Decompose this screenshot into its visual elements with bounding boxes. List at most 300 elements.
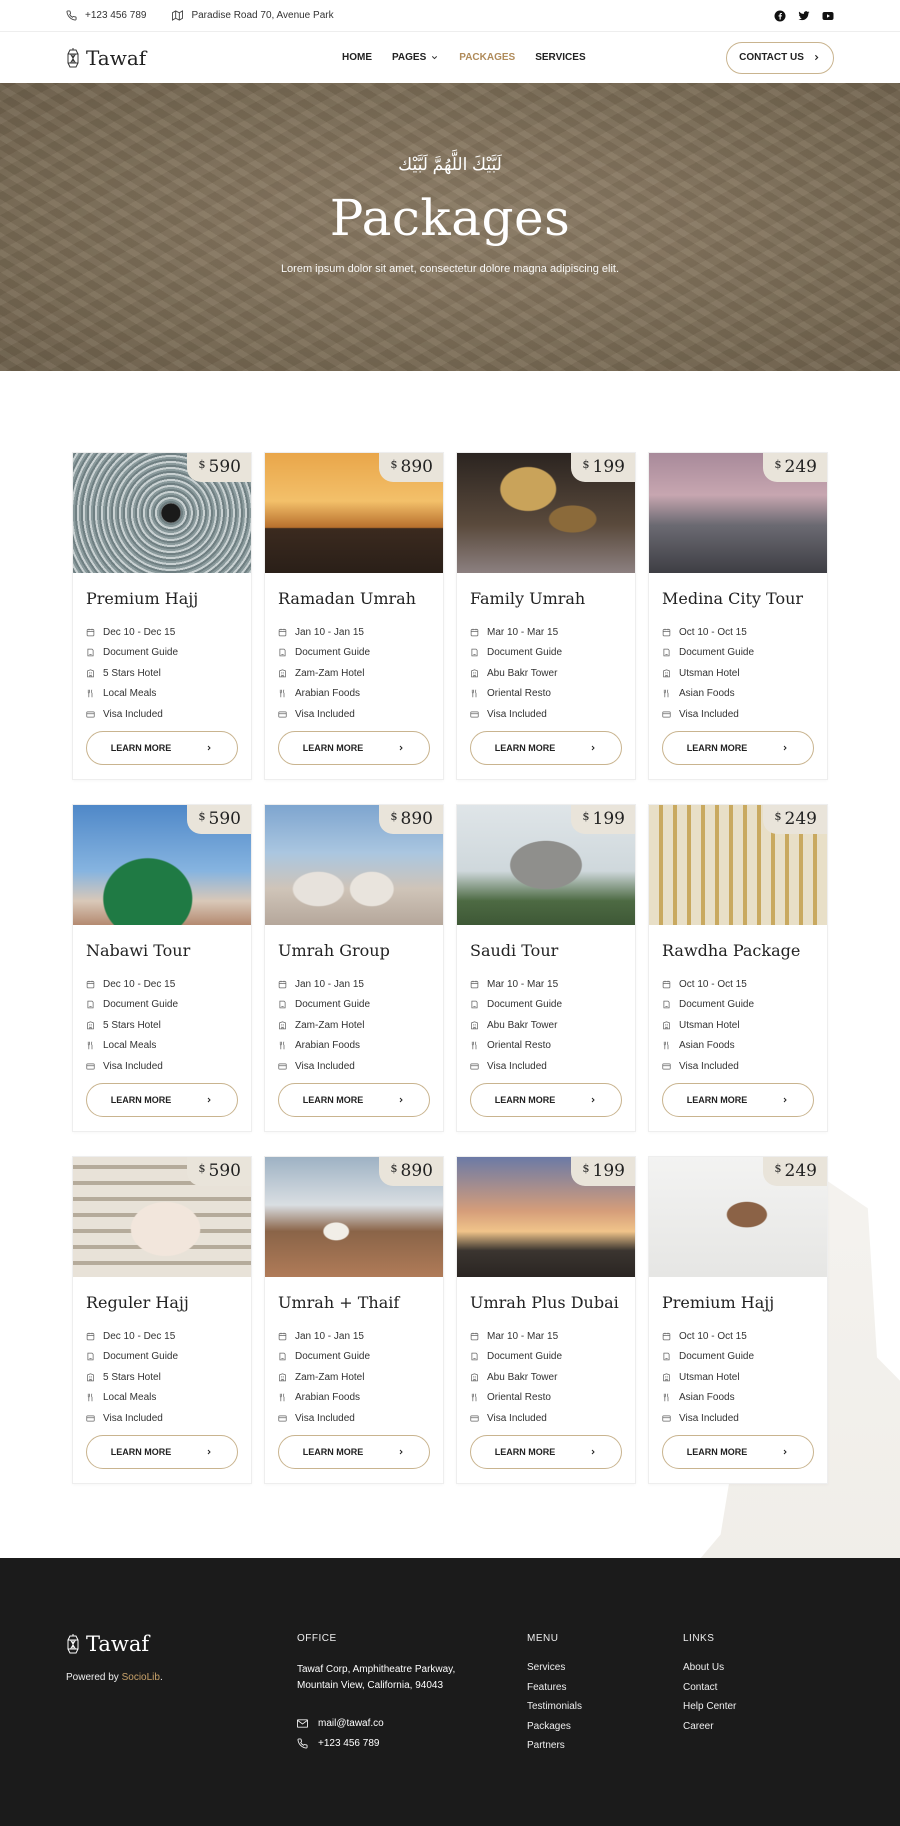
calendar-icon [278,628,287,637]
chevron-right-icon [205,744,213,752]
package-feature-document-guide [278,643,443,664]
learn-more-label: LEARN MORE [686,1447,748,1457]
chevron-right-icon [397,744,405,752]
feature-text: Visa Included [679,1412,739,1424]
learn-more-label: LEARN MORE [302,1447,364,1457]
feature-text: Arabian Foods [295,1040,361,1052]
credit-card-icon [470,1414,479,1423]
site-logo[interactable] [66,46,146,70]
package-features [278,1326,443,1429]
utensils-icon [278,1393,287,1402]
price-currency: $ [390,1162,398,1175]
footer-menu-packages[interactable]: Packages [527,1720,571,1732]
price-badge [379,805,443,834]
feature-text: 5 Stars Hotel [103,667,161,679]
package-feature-hotel [470,1367,635,1388]
chevron-right-icon [781,744,789,752]
hotel-icon [278,669,287,678]
package-feature-meals [278,1036,443,1057]
learn-more-label: LEARN MORE [110,1447,172,1457]
package-card [456,1156,636,1484]
utensils-icon [470,1041,479,1050]
learn-more-button[interactable] [470,1435,622,1469]
price-amount: 890 [400,809,433,829]
feature-text: Visa Included [487,708,547,720]
package-feature-meals [278,684,443,705]
feature-text: Document Guide [295,999,371,1011]
price-currency: $ [774,1162,782,1175]
package-title[interactable]: Medina City Tour [662,589,804,608]
feature-text: Document Guide [295,1351,371,1363]
feature-text: Document Guide [487,999,563,1011]
packages-grid [0,452,900,1484]
feature-text: Local Meals [103,688,157,700]
feature-text: Visa Included [103,1412,163,1424]
package-feature-visa [278,1056,443,1077]
package-title[interactable]: Nabawi Tour [86,941,191,960]
price-amount: 199 [592,1161,625,1181]
feature-text: Document Guide [679,1351,755,1363]
learn-more-label: LEARN MORE [110,743,172,753]
utensils-icon [470,689,479,698]
package-feature-document-guide [278,995,443,1016]
learn-more-button[interactable] [662,1435,814,1469]
package-feature-document-guide [470,643,635,664]
chevron-right-icon [589,1448,597,1456]
footer-email-text: mail@tawaf.co [318,1718,384,1729]
package-feature-visa [662,1408,827,1429]
learn-more-button[interactable] [278,1435,430,1469]
credit-card-icon [86,710,95,719]
hotel-icon [662,669,671,678]
feature-text: Utsman Hotel [679,667,740,679]
page-title: Packages [329,189,571,247]
feature-text: Local Meals [103,1392,157,1404]
feature-text: Document Guide [103,999,179,1011]
price-currency: $ [582,1162,590,1175]
package-feature-date [86,1326,251,1347]
learn-more-label: LEARN MORE [302,1095,364,1105]
document-icon [470,1352,479,1361]
chevron-right-icon [589,1096,597,1104]
feature-text: Visa Included [679,1060,739,1072]
package-feature-hotel [662,1015,827,1036]
package-title[interactable]: Umrah Plus Dubai [470,1293,619,1312]
calendar-icon [86,628,95,637]
nav-pages-label: PAGES [392,52,427,63]
footer-logo[interactable] [66,1632,149,1656]
utensils-icon [278,1041,287,1050]
package-card [648,452,828,780]
feature-text: Abu Bakr Tower [487,1371,558,1383]
utensils-icon [86,1041,95,1050]
hero-subtitle: Lorem ipsum dolor sit amet, consectetur dolore magna adipiscing elit. [280,263,620,275]
footer-menu-testimonials[interactable]: Testimonials [527,1701,583,1712]
hotel-icon [470,1021,479,1030]
feature-text: Visa Included [295,1060,355,1072]
package-card [456,452,636,780]
footer-logo-text: Tawaf [86,1632,150,1656]
package-feature-document-guide [86,995,251,1016]
package-feature-hotel [662,663,827,684]
calendar-icon [662,628,671,637]
price-currency: $ [582,458,590,471]
mail-icon [297,1719,308,1728]
calendar-icon [662,1332,671,1341]
footer-link-career[interactable]: Career [683,1720,714,1732]
package-feature-document-guide [86,643,251,664]
package-feature-hotel [278,1367,443,1388]
package-feature-visa [662,704,827,725]
package-features [662,1326,827,1429]
document-icon [662,1352,671,1361]
footer-links-column [683,1633,736,1740]
nav-packages[interactable]: PACKAGES [459,52,516,63]
package-image[interactable] [265,1157,443,1277]
feature-text: Dec 10 - Dec 15 [103,978,176,990]
learn-more-button[interactable] [470,1083,622,1117]
price-currency: $ [774,458,782,471]
price-currency: $ [390,810,398,823]
address-info [172,10,333,21]
price-badge [571,805,635,834]
footer-phone-text: +123 456 789 [318,1738,380,1749]
learn-more-button[interactable] [278,731,430,765]
price-badge [187,453,251,482]
package-feature-date [86,622,251,643]
credit-card-icon [278,710,287,719]
package-feature-visa [470,1408,635,1429]
hotel-icon [86,669,95,678]
package-feature-hotel [278,663,443,684]
price-currency: $ [198,458,206,471]
price-badge [571,1157,635,1186]
package-feature-hotel [86,1015,251,1036]
credit-card-icon [662,1062,671,1071]
document-icon [470,1000,479,1009]
address-text: Paradise Road 70, Avenue Park [191,10,334,21]
footer-link-contact[interactable]: Contact [683,1681,718,1693]
chevron-right-icon [397,1448,405,1456]
feature-text: Oriental Resto [487,1392,551,1404]
package-feature-document-guide [278,1347,443,1368]
price-amount: 249 [784,457,817,477]
office-address [297,1662,455,1694]
footer-menu-features[interactable]: Features [527,1681,567,1693]
chevron-down-icon [430,53,439,62]
credit-card-icon [86,1062,95,1071]
feature-text: Arabian Foods [295,1392,361,1404]
feature-text: Zam-Zam Hotel [295,1371,365,1383]
package-features [86,1326,251,1429]
package-title[interactable]: Family Umrah [470,589,586,608]
credit-card-icon [86,1414,95,1423]
chevron-right-icon [205,1448,213,1456]
footer-menu-services[interactable]: Services [527,1662,566,1673]
feature-text: Zam-Zam Hotel [295,1019,365,1031]
package-feature-meals [86,684,251,705]
feature-text: Oct 10 - Oct 15 [679,978,747,990]
footer-link-about[interactable]: About Us [683,1662,725,1673]
package-feature-date [278,622,443,643]
feature-text: Document Guide [295,647,371,659]
hotel-icon [470,669,479,678]
learn-more-button[interactable] [662,1083,814,1117]
price-amount: 890 [400,1161,433,1181]
phone-info[interactable] [66,10,146,21]
learn-more-label: LEARN MORE [302,743,364,753]
footer-phone[interactable] [297,1738,455,1749]
chevron-right-icon [781,1096,789,1104]
package-image[interactable] [457,805,635,925]
feature-text: Mar 10 - Mar 15 [487,978,559,990]
price-badge [763,453,827,482]
credit-card-icon [662,1414,671,1423]
package-feature-date [86,974,251,995]
package-features [86,622,251,725]
price-amount: 590 [208,457,241,477]
package-feature-meals [662,684,827,705]
top-info-bar [0,0,900,32]
powered-by [66,1672,163,1683]
package-features [470,1326,635,1429]
package-card [264,452,444,780]
phone-text: +123 456 789 [85,10,147,21]
package-feature-meals [278,1388,443,1409]
package-features [86,974,251,1077]
package-image[interactable] [265,805,443,925]
learn-more-label: LEARN MORE [686,743,748,753]
feature-text: Zam-Zam Hotel [295,667,365,679]
price-currency: $ [774,810,782,823]
price-badge [571,453,635,482]
document-icon [86,648,95,657]
package-image[interactable] [649,805,827,925]
package-feature-document-guide [470,1347,635,1368]
package-image[interactable] [649,453,827,573]
feature-text: Mar 10 - Mar 15 [487,1330,559,1342]
feature-text: Utsman Hotel [679,1371,740,1383]
hotel-icon [662,1373,671,1382]
package-feature-visa [86,1408,251,1429]
feature-text: Mar 10 - Mar 15 [487,626,559,638]
calendar-icon [86,980,95,989]
chevron-right-icon [812,53,821,62]
price-amount: 199 [592,809,625,829]
learn-more-button[interactable] [86,1083,238,1117]
package-image[interactable] [73,805,251,925]
package-feature-meals [86,1036,251,1057]
package-feature-meals [470,1036,635,1057]
phone-icon [66,10,77,21]
price-currency: $ [390,458,398,471]
footer-menu-heading: MENU [527,1633,559,1644]
learn-more-button[interactable] [662,731,814,765]
package-feature-date [662,1326,827,1347]
feature-text: Jan 10 - Jan 15 [295,626,364,638]
price-badge [187,1157,251,1186]
hero-arabic-text: لَبَّيْكَ اللَّهُمَّ لَبَّيْك [398,155,502,174]
feature-text: Document Guide [679,647,755,659]
package-feature-hotel [470,1015,635,1036]
feature-text: Document Guide [487,647,563,659]
package-feature-visa [278,704,443,725]
nav-pages[interactable] [392,52,439,63]
office-address-line2: Mountain View, California, 94043 [297,1680,444,1691]
hotel-icon [278,1373,287,1382]
nav-home[interactable]: HOME [342,52,372,63]
package-card [456,804,636,1132]
feature-text: Visa Included [679,708,739,720]
package-feature-document-guide [662,643,827,664]
hotel-icon [278,1021,287,1030]
package-title[interactable]: Reguler Hajj [86,1293,189,1312]
package-feature-meals [662,1036,827,1057]
office-address-line1: Tawaf Corp, Amphitheatre Parkway, [297,1664,456,1675]
contact-us-button[interactable] [726,42,834,74]
package-feature-visa [86,1056,251,1077]
footer-links-heading: LINKS [683,1633,715,1644]
feature-text: Oriental Resto [487,688,551,700]
package-image[interactable] [73,1157,251,1277]
package-title[interactable]: Umrah Group [278,941,390,960]
feature-text: Visa Included [295,1412,355,1424]
chevron-right-icon [205,1096,213,1104]
package-feature-date [662,974,827,995]
chevron-right-icon [397,1096,405,1104]
hotel-icon [470,1373,479,1382]
package-features [662,974,827,1077]
package-feature-date [278,974,443,995]
powered-prefix: Powered by [66,1672,122,1683]
package-features [470,974,635,1077]
package-feature-visa [86,704,251,725]
learn-more-button[interactable] [278,1083,430,1117]
hero-banner [0,83,900,371]
feature-text: Oct 10 - Oct 15 [679,1330,747,1342]
package-feature-meals [470,1388,635,1409]
package-title[interactable]: Umrah + Thaif [278,1293,400,1312]
chevron-right-icon [781,1448,789,1456]
calendar-icon [470,628,479,637]
feature-text: Visa Included [103,708,163,720]
package-card [72,452,252,780]
calendar-icon [470,980,479,989]
feature-text: Dec 10 - Dec 15 [103,1330,176,1342]
credit-card-icon [278,1414,287,1423]
package-card [648,804,828,1132]
package-card [72,804,252,1132]
utensils-icon [662,1393,671,1402]
facebook-icon[interactable] [774,10,786,22]
price-currency: $ [582,810,590,823]
package-title[interactable]: Saudi Tour [470,941,559,960]
hotel-icon [86,1021,95,1030]
package-image[interactable] [73,453,251,573]
package-image[interactable] [457,453,635,573]
utensils-icon [662,689,671,698]
package-feature-hotel [470,663,635,684]
price-badge [763,1157,827,1186]
footer-link-help-center[interactable]: Help Center [683,1701,737,1712]
package-card [648,1156,828,1484]
footer-office-heading: OFFICE [297,1633,337,1644]
learn-more-button[interactable] [86,1435,238,1469]
package-title[interactable]: Premium Hajj [662,1293,775,1312]
map-icon [172,10,183,21]
package-feature-date [470,974,635,995]
feature-text: Visa Included [487,1060,547,1072]
feature-text: Local Meals [103,1040,157,1052]
feature-text: Oct 10 - Oct 15 [679,626,747,638]
feature-text: Utsman Hotel [679,1019,740,1031]
feature-text: Jan 10 - Jan 15 [295,1330,364,1342]
document-icon [662,1000,671,1009]
powered-suffix: . [159,1672,163,1683]
package-feature-hotel [86,663,251,684]
feature-text: Abu Bakr Tower [487,667,558,679]
phone-icon [297,1738,308,1749]
credit-card-icon [662,710,671,719]
footer-email[interactable] [297,1718,455,1729]
feature-text: Visa Included [487,1412,547,1424]
feature-text: Oriental Resto [487,1040,551,1052]
feature-text: Dec 10 - Dec 15 [103,626,176,638]
feature-text: Asian Foods [679,688,735,700]
package-image[interactable] [265,453,443,573]
price-amount: 249 [784,809,817,829]
calendar-icon [470,1332,479,1341]
package-feature-date [470,1326,635,1347]
utensils-icon [470,1393,479,1402]
package-title[interactable]: Rawdha Package [662,941,801,960]
footer-menu-partners[interactable]: Partners [527,1740,565,1751]
document-icon [278,1000,287,1009]
document-icon [470,648,479,657]
package-title[interactable]: Premium Hajj [86,589,199,608]
document-icon [86,1352,95,1361]
powered-brand-link[interactable]: SocioLib [121,1672,160,1683]
nav-menu [342,32,586,83]
package-feature-visa [470,1056,635,1077]
feature-text: Document Guide [679,999,755,1011]
package-image[interactable] [649,1157,827,1277]
chevron-right-icon [589,744,597,752]
price-badge [763,805,827,834]
footer-office-column [297,1633,455,1758]
learn-more-button[interactable] [86,731,238,765]
package-image[interactable] [457,1157,635,1277]
package-feature-date [662,622,827,643]
nav-services[interactable]: SERVICES [535,52,586,63]
twitter-icon[interactable] [798,10,810,22]
feature-text: Abu Bakr Tower [487,1019,558,1031]
credit-card-icon [470,710,479,719]
calendar-icon [86,1332,95,1341]
feature-text: Document Guide [487,1351,563,1363]
price-badge [379,453,443,482]
feature-text: Asian Foods [679,1392,735,1404]
contact-us-label: CONTACT US [739,52,804,63]
package-title[interactable]: Ramadan Umrah [278,589,416,608]
price-badge [379,1157,443,1186]
utensils-icon [86,1393,95,1402]
learn-more-button[interactable] [470,731,622,765]
youtube-icon[interactable] [822,10,834,22]
calendar-icon [278,980,287,989]
learn-more-label: LEARN MORE [494,1447,556,1457]
package-feature-meals [470,684,635,705]
